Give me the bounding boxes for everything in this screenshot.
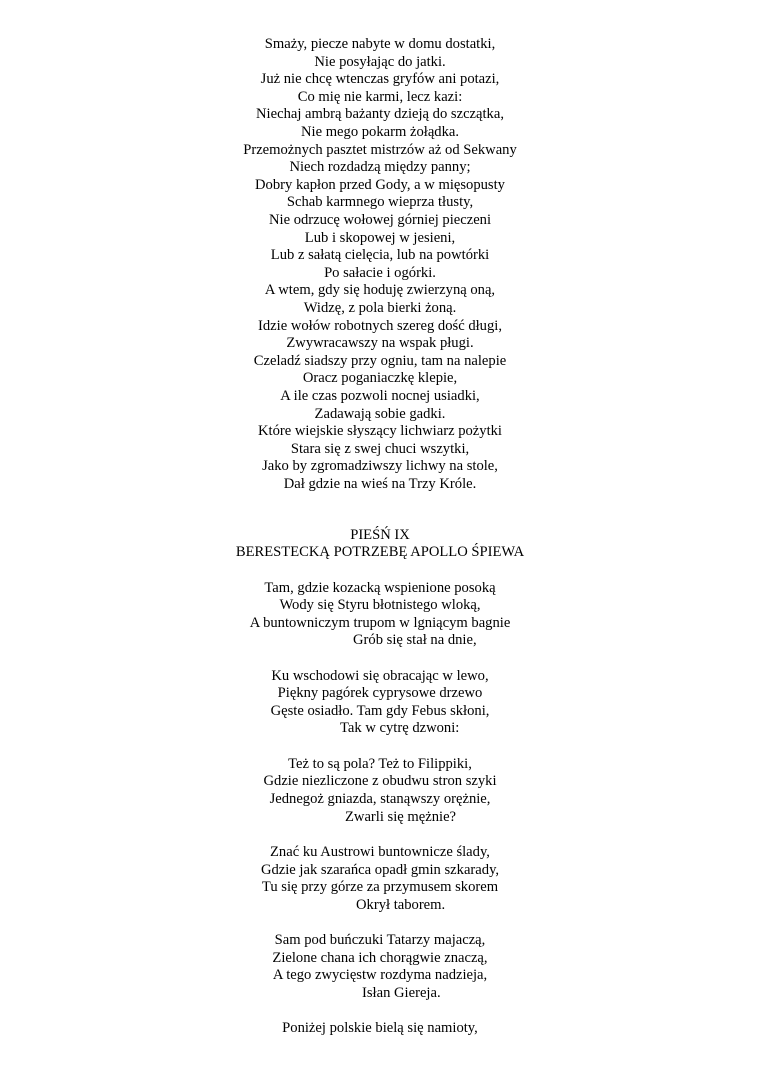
stanza-line: Znać ku Austrowi buntownicze ślady, — [270, 844, 490, 860]
poem-line: Jako by zgromadziwszy lichwy na stole, — [262, 458, 498, 474]
poem-line: Nie posyłając do jatki. — [314, 54, 446, 70]
stanza-line: Poniżej polskie bielą się namioty, — [282, 1020, 478, 1036]
poem-line: Nie mego pokarm żołądka. — [300, 124, 460, 140]
poem-line: Lub i skopowej w jesieni, — [304, 230, 456, 246]
poem-line: Niechaj ambrą bażanty dzieją do szczątka, — [256, 106, 504, 122]
poem-line: Lub z sałatą cielęcia, lub na powtórki — [270, 247, 490, 263]
poem-line: Niech rozdadzą między panny; — [289, 159, 471, 175]
poem-line: Czeladź siadszy przy ogniu, tam na nalepie — [253, 353, 507, 369]
stanza-line: Tam, gdzie kozacką wspienione posoką — [264, 580, 496, 596]
poem-line: Oracz poganiaczkę klepie, — [302, 370, 458, 386]
poem-line: Dał gdzie na wieś na Trzy Króle. — [283, 476, 477, 492]
stanza-line: Piękny pagórek cyprysowe drzewo — [277, 685, 483, 701]
poem-line: Już nie chcę wtenczas gryfów ani potazi, — [260, 71, 500, 87]
stanza-line: Wody się Styru błotnistego wloką, — [279, 597, 481, 613]
poem-line: Nie odrzucę wołowej górniej pieczeni — [268, 212, 492, 228]
poem-line: Idzie wołów robotnych szereg dość długi, — [258, 318, 502, 334]
stanza-line: Też to są pola? Też to Filippiki, — [288, 756, 472, 772]
poem-line: Widzę, z pola bierki żoną. — [303, 300, 457, 316]
poem-line: Zadawają sobie gadki. — [314, 406, 446, 422]
stanza-line: A buntowniczym trupom w lgniącym bagnie — [249, 615, 511, 631]
stanza-line: Sam pod buńczuki Tatarzy majaczą, — [274, 932, 486, 948]
poem-line: Dobry kapłon przed Gody, a w mięsopusty — [255, 177, 505, 193]
stanza-refrain: Isłan Giereja. — [362, 985, 441, 1001]
poem-line: Zwywracawszy na wspak pługi. — [286, 335, 474, 351]
section-heading: PIEŚŃ IX — [350, 527, 410, 543]
stanza-line: Gdzie jak szarańca opadł gmin szkarady, — [260, 862, 500, 878]
poem-line: Stara się z swej chuci wszytki, — [290, 441, 470, 457]
poem-line: Smaży, piecze nabyte w domu dostatki, — [264, 36, 496, 52]
stanza-refrain: Grób się stał na dnie, — [353, 632, 477, 648]
poem-line: A wtem, gdy się hoduję zwierzyną oną, — [264, 282, 496, 298]
poem-line: Co mię nie karmi, lecz kazi: — [297, 89, 463, 105]
stanza-line: Zielone chana ich chorągwie znaczą, — [272, 950, 488, 966]
stanza-refrain: Zwarli się mężnie? — [345, 809, 457, 825]
stanza-line: A tego zwycięstw rozdyma nadzieja, — [272, 967, 488, 983]
poem-line: Które wiejskie słyszący lichwiarz pożytki — [258, 423, 502, 439]
poem-line: A ile czas pozwoli nocnej usiadki, — [280, 388, 480, 404]
stanza-line: Ku wschodowi się obracając w lewo, — [271, 668, 489, 684]
stanza-line: Tu się przy górze za przymusem skorem — [261, 879, 499, 895]
stanza-refrain: Tak w cytrę dzwoni: — [340, 720, 460, 736]
stanza-line: Gęste osiadło. Tam gdy Febus skłoni, — [270, 703, 490, 719]
stanza-line: Jednegoż gniazda, stanąwszy orężnie, — [269, 791, 491, 807]
poem-line: Przemożnych pasztet mistrzów aż od Sekwany — [243, 142, 517, 158]
stanza-refrain: Okrył taborem. — [356, 897, 446, 913]
section-subtitle: BERESTECKĄ POTRZEBĘ APOLLO ŚPIEWA — [235, 544, 525, 560]
stanza-line: Gdzie niezliczone z obudwu stron szyki — [263, 773, 497, 789]
poem-line: Po sałacie i ogórki. — [324, 265, 436, 281]
poem-line: Schab karmnego wieprza tłusty, — [286, 194, 474, 210]
